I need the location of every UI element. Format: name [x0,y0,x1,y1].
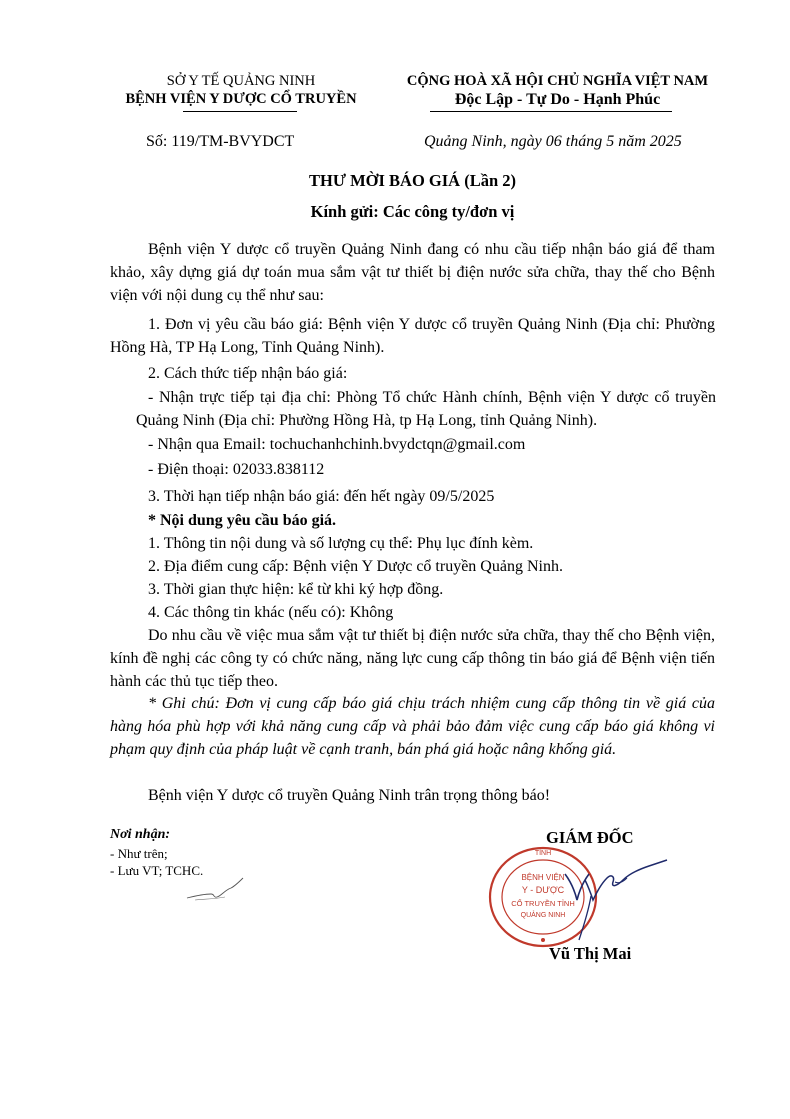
hospital-name: BỆNH VIỆN Y DƯỢC CỔ TRUYỀN [125,91,357,107]
recipients-heading: Nơi nhận: [110,827,171,842]
place-date: Quảng Ninh, ngày 06 tháng 5 năm 2025 [424,133,682,150]
seal-line-1: BỆNH VIỆN [521,873,565,882]
document-number: Số: 119/TM-BVYDCT [146,133,295,150]
note-paragraph: * Ghi chú: Đơn vị cung cấp báo giá chịu trách nhiệm cung cấp thông tin về giá của hàng hóa phù hợp với khả năng cung cấp và phải bảo đảm việc cung cấp báo giá không vi phạm quy định của pháp luật về cạnh tranh, bán phá giá hoặc nâng khống giá. [110,695,715,758]
seal-line-2: Y - DƯỢC [521,885,565,895]
content-item-4: 4. Các thông tin khác (nếu có): Không [148,604,394,621]
seal-top-text: TỈNH [534,850,552,857]
content-item-1: 1. Thông tin nội dung và số lượng cụ thể: Phụ lục đính kèm. [148,535,534,552]
seal-line-4: QUẢNG NINH [520,912,566,919]
document-title: THƯ MỜI BÁO GIÁ (Lần 2) [308,171,517,190]
sign-off-line: Bệnh viện Y dược cổ truyền Quảng Ninh trân trọng thông báo! [148,787,551,804]
country-name: CỘNG HOÀ XÃ HỘI CHỦ NGHĨA VIỆT NAM [406,73,709,89]
item-2-phone: - Điện thoại: 02033.838112 [148,461,325,478]
item-1: 1. Đơn vị yêu cầu báo giá: Bệnh viện Y dược cổ truyền Quảng Ninh (Địa chỉ: Phường Hồng Hà, TP Hạ Long, Tỉnh Quảng Ninh). [110,316,715,356]
recipient-line-2: - Lưu VT; TCHC. [110,863,204,878]
signer-name: Vũ Thị Mai [549,944,632,963]
item-2: 2. Cách thức tiếp nhận báo giá: [148,365,348,382]
intro-paragraph: Bệnh viện Y dược cổ truyền Quảng Ninh đang có nhu cầu tiếp nhận báo giá để tham khảo, xây dựng giá dự toán mua sắm vật tư thiết bị điện nước sửa chữa, thay thế cho Bệnh viện với nội dung cụ thể như sau: [110,241,715,304]
initials-scribble [185,870,245,905]
handwritten-signature [545,852,675,947]
content-item-3: 3. Thời gian thực hiện: kể từ khi ký hợp đồng. [148,581,444,598]
motto: Độc Lập - Tự Do - Hạnh Phúc [454,91,661,108]
item-2-direct: - Nhận trực tiếp tại địa chỉ: Phòng Tổ chức Hành chính, Bệnh viện Y dược cổ truyền Quảng Ninh (Địa chỉ: Phường Hồng Hà, tp Hạ Long, tỉnh Quảng Ninh). [136,389,716,429]
content-heading: * Nội dung yêu cầu báo giá. [148,512,337,529]
closing-paragraph: Do nhu cầu về việc mua sắm vật tư thiết bị điện nước sửa chữa, thay thế cho Bệnh viện, kính đề nghị các công ty có chức năng, năng lực cung cấp thông tin báo giá để Bệnh viện tiến hành các thủ tục tiếp theo. [110,627,715,690]
signer-role: GIÁM ĐỐC [546,828,634,847]
recipient-line: Kính gửi: Các công ty/đơn vị [310,202,515,221]
hospital-underline [183,111,297,112]
recipient-line-1: - Như trên; [110,846,168,861]
content-item-2: 2. Địa điểm cung cấp: Bệnh viện Y Dược cổ truyền Quảng Ninh. [148,558,563,575]
agency-name: SỞ Y TẾ QUẢNG NINH [166,73,316,89]
item-3: 3. Thời hạn tiếp nhận báo giá: đến hết ngày 09/5/2025 [148,488,495,505]
item-2-email: - Nhận qua Email: tochuchanhchinh.bvydctqn@gmail.com [148,436,526,453]
motto-underline [430,111,672,112]
seal-line-3: CỔ TRUYỀN TỈNH [511,899,575,908]
